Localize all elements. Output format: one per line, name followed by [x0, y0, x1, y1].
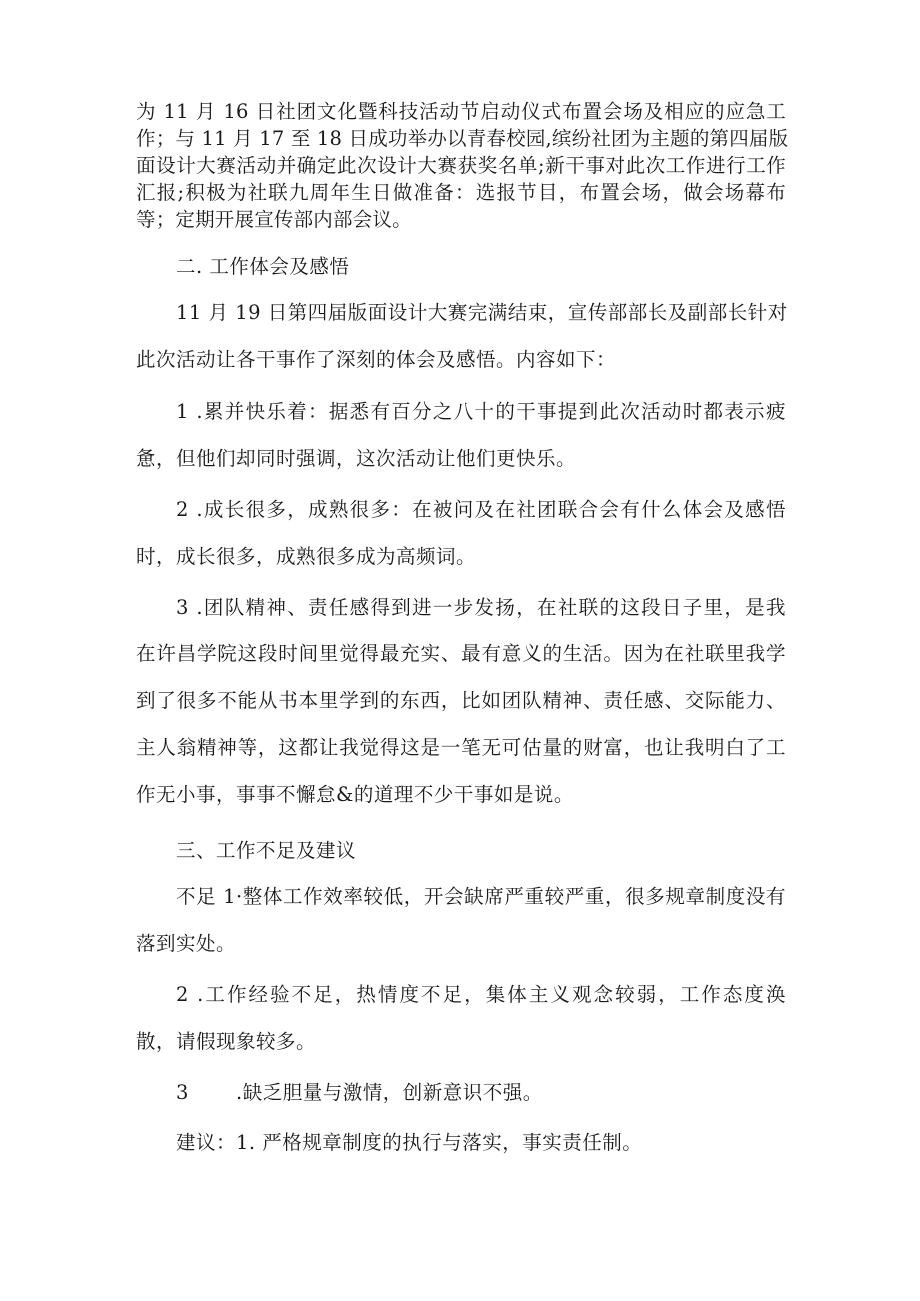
deficit2-line-1: 2 .工作经验不足，热情度不足，集体主义观念较弱，工作态度涣 [176, 983, 786, 1006]
item2-line-2: 时，成长很多，成熟很多成为高频词。 [136, 545, 477, 568]
section3-heading: 三、工作不足及建议 [176, 839, 357, 862]
section2-para-line-1: 11 月 19 日第四届版面设计大赛完满结束，宣传部部长及副部长针对 [176, 301, 788, 324]
intro-line-4: 汇报;积极为社联九周年生日做准备：选报节目，布置会场，做会场幕布 [136, 181, 786, 204]
item3-line-5: 作无小事，事事不懈怠&的道理不少干事如是说。 [136, 783, 574, 806]
deficit1-line-1: 不足 1·整体工作效率较低，开会缺席严重较严重，很多规章制度没有 [176, 885, 786, 908]
item3-line-3: 到了很多不能从书本里学到的东西，比如团队精神、责任感、交际能力、 [136, 689, 786, 712]
deficit3-number: 3 [176, 1081, 189, 1104]
deficit2-line-2: 散，请假现象较多。 [136, 1030, 317, 1053]
item1-line-1: 1 .累并快乐着：据悉有百分之八十的干事提到此次活动时都表示疲 [176, 400, 786, 423]
intro-line-1: 为 11 月 16 日社团文化暨科技活动节启动仪式布置会场及相应的应急工 [136, 100, 786, 123]
item1-line-2: 惫，但他们却同时强调，这次活动让他们更快乐。 [136, 447, 577, 470]
intro-line-3: 面设计大赛活动并确定此次设计大赛获奖名单;新干事对此次工作进行工作 [136, 154, 786, 177]
deficit3-text: .缺乏胆量与激情，创新意识不强。 [236, 1081, 543, 1104]
deficit1-line-2: 落到实处。 [136, 932, 237, 955]
item3-line-4: 主人翁精神等，这都让我觉得这是一笔无可估量的财富，也让我明白了工 [136, 736, 786, 759]
suggestion1-line: 建议：1. 严格规章制度的执行与落实，事实责任制。 [176, 1131, 643, 1154]
section2-heading: 二. 工作体会及感悟 [176, 255, 350, 278]
item3-line-1: 3 .团队精神、责任感得到进一步发扬，在社联的这段日子里，是我 [176, 596, 786, 619]
item3-line-2: 在许昌学院这段时间里觉得最充实、最有意义的生活。因为在社联里我学 [136, 642, 786, 665]
item2-line-1: 2 .成长很多，成熟很多：在被问及在社团联合会有什么体会及感悟 [176, 498, 786, 521]
section2-para-line-2: 此次活动让各干事作了深刻的体会及感悟。内容如下： [136, 348, 617, 371]
intro-line-2: 作；与 11 月 17 至 18 日成功举办以青春校园,缤纷社团为主题的第四届版 [136, 127, 789, 150]
intro-line-5: 等；定期开展宣传部内部会议。 [136, 208, 412, 231]
